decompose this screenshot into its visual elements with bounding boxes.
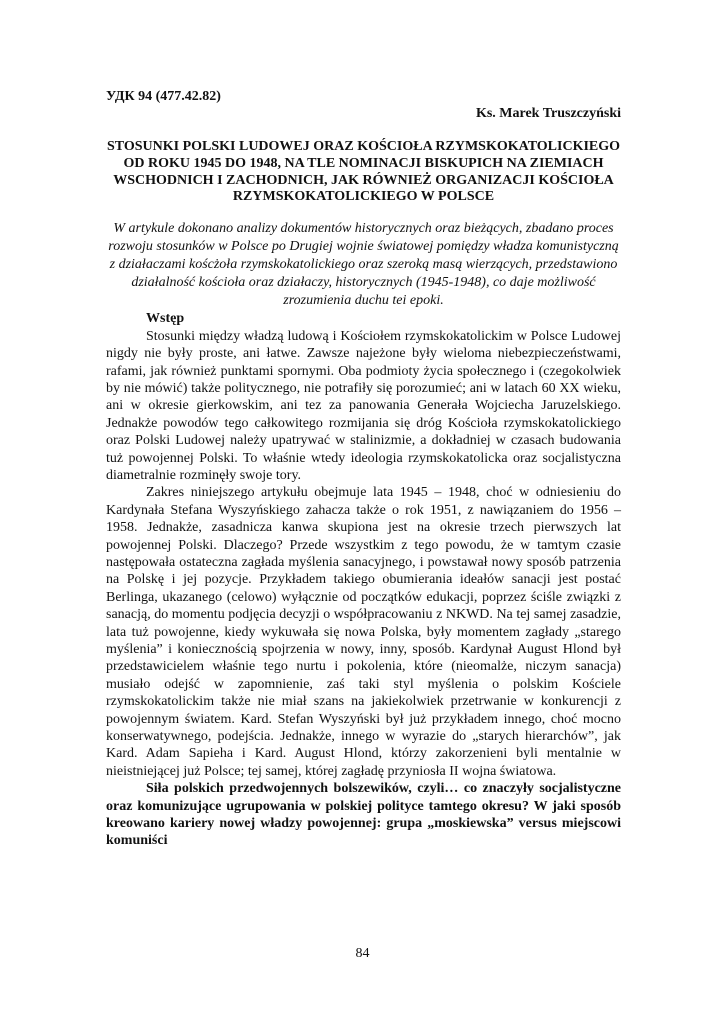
page-number: 84 — [355, 946, 370, 961]
abstract: W artykule dokonano analizy dokumentów historycznych oraz bieżących, zbadano proces rozwoju stosunków w Polsce po Drugiej wojnie światowej pomiędzy władza komunistyczną z działaczami koścżoła rzymskokatolickiego oraz szeroką masą wierzących, przedstawiono działalność kościoła oraz działaczy, historycznych (1945-1948), co daje możliwość zrozumienia duchu tei epoki. — [108, 221, 619, 309]
article-title: STOSUNKI POLSKI LUDOWEJ ORAZ KOŚCIOŁA RZYMSKOKATOLICKIEGO OD ROKU 1945 DO 1948, NA TLE NOMINACJI BISKUPICH NA ZIEMIACH WSCHODNICH I ZACHODNICH, JAK RÓWNIEŻ ORGANIZACJI KOŚCIOŁA RZYMSKOKATOLICKIEGO W POLSCE — [106, 139, 621, 205]
bold-section-heading: Siła polskich przedwojennych bolszewików, czyli… co znaczyły socjalistyczne oraz komunizujące ugrupowania w polskiej polityce tamtego okresu? W jaki sposób kreowano kariery nowej władzy powojennej: grupa „moskiewska” versus miejscowi komuniści — [106, 781, 621, 849]
section-heading: Wstęp — [146, 311, 185, 327]
author-name: Ks. Marek Truszczyński — [475, 106, 621, 121]
document-page — [106, 88, 621, 850]
body-paragraph: Zakres niniejszego artykułu obejmuje lata 1945 – 1948, choć w odniesieniu do Kardynała Stefana Wyszyńskiego zahacza także o rok 1951, z nawiązaniem do 1956 – 1958. Jednakże, zasadnicza kanwa skupiona jest na okresie trzech pierwszych lat powojennej Polski. Dlaczego? Przede wszystkim z tego powodu, że w tamtym czasie następowała ostateczna zagłada myślenia sanacyjnego, i powstawał nowy sposób patrzenia na Polskę i jej pozycje. Przykładem takiego obumierania ideałów sanacji jest postać Berlinga, ukazanego (celowo) wyłącznie od początków edukacji, poprzez ściśle związki z sanacją, do momentu podjęcia decyzji o współpracowaniu z NKWD. Na tej samej zasadzie, lata tuż powojenne, kiedy wykuwała się nowa Polska, były momentem zagłady „starego myślenia” i koniecznością spojrzenia w nowy, inny, sposób. Kardynał August Hlond był przedstawicielem właśnie tego nurtu i pokolenia, które (nieomalże, niczym sanacja) musiało odejść w zapomnienie, zaś taki styl myślenia o polskim Kościele rzymskokatolickim także nie miał szans na jakiekolwiek przetrwanie w konkurencji z powojennym światem. Kard. Stefan Wyszyński był już przykładem innego, choć mocno konserwatywnego, podejścia. Jednakże, innego w wyrazie do „starych hierarchów”, jak Kard. Adam Sapieha i Kard. August Hlond, którzy zakorzenieni byli mentalnie w nieistniejącej już Polsce; tej samej, której zagładę przyniosła II wojna światowa. — [106, 485, 621, 779]
udk-code: УДК 94 (477.42.82) — [106, 89, 221, 104]
body-paragraph: Stosunki między władzą ludową i Kościołem rzymskokatolickim w Polsce Ludowej nigdy nie były proste, ani łatwe. Zawsze najeżone były wieloma niebezpieczeństwami, rafami, jak również punktami spornymi. Oba podmioty życia społecznego i (czegokolwiek by nie mówić) także politycznego, nie potrafiły się porozumieć; ani w latach 60 XX wieku, ani w okresie gierkowskim, ani tez za panowania Generała Wojciecha Jaruzelskiego. Jednakże powodów tego całkowitego rozmijania się dróg Kościoła rzymskokatolickiego oraz Polski Ludowej należy upatrywać w stalinizmie, a dokładniej w czasach budowania tuż powojennej Polski. To właśnie wtedy ideologia rzymskokatolicka oraz socjalistyczna diametralnie rozminęły swoje tory. — [106, 328, 621, 483]
